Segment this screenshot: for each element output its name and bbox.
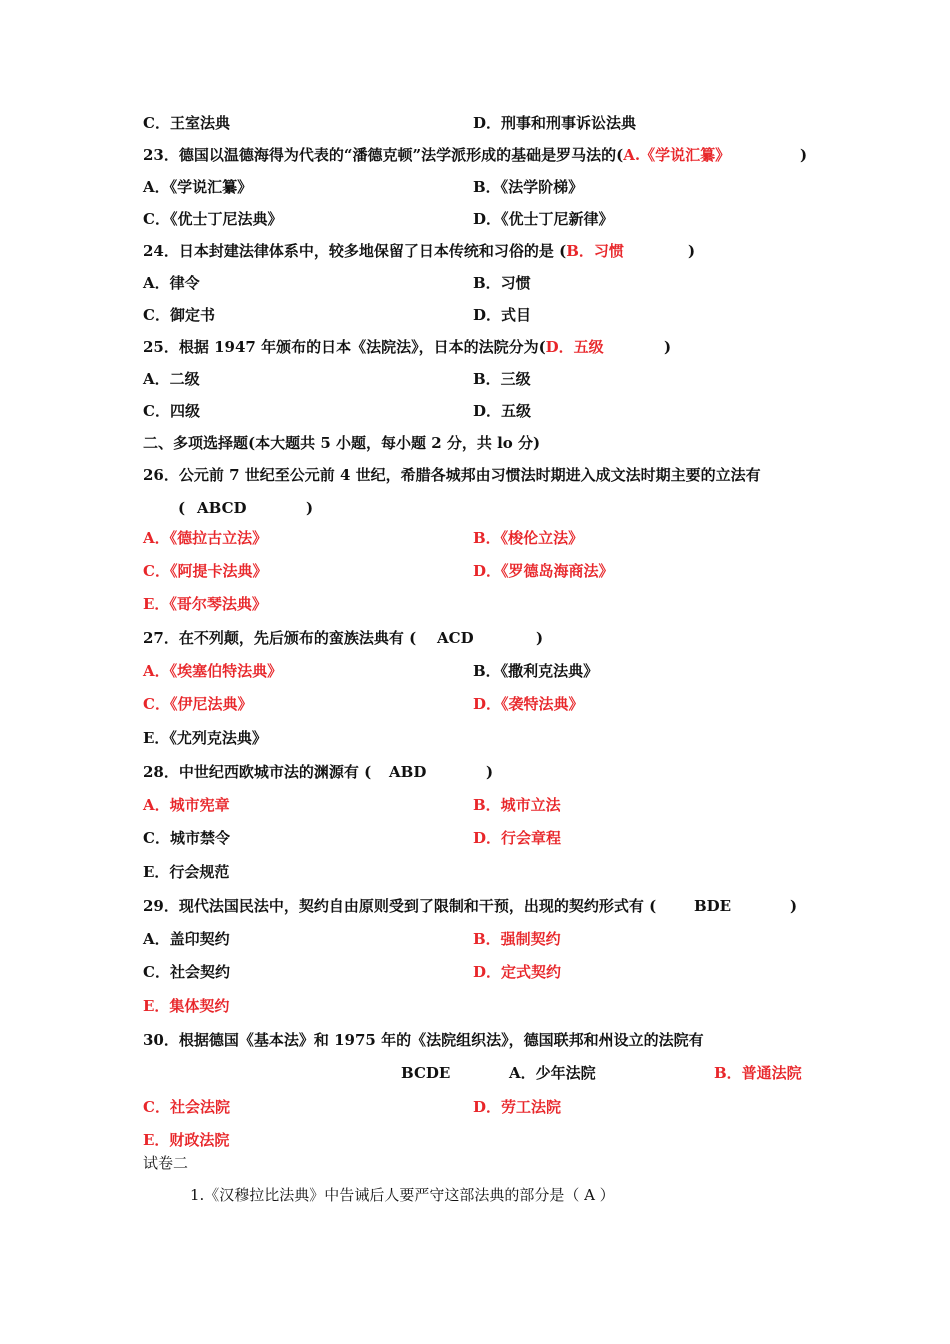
- question-27-close: ): [536, 629, 544, 647]
- question-30-option-d: D．劳工法院: [473, 1098, 562, 1116]
- question-30-option-c: C．社会法院: [143, 1098, 230, 1116]
- question-23-option-a: A．《学说汇纂》: [143, 178, 253, 196]
- option-d: D．刑事和刑事诉讼法典: [473, 114, 637, 132]
- question-23-option-c: C．《优士丁尼法典》: [143, 210, 283, 228]
- question-25: [143, 337, 604, 357]
- question-27-option-a: A．《埃塞伯特法典》: [143, 662, 283, 680]
- question-25-option-b: B．三级: [473, 370, 531, 388]
- question-23: [143, 145, 730, 165]
- question-24-answer: B．习惯: [566, 242, 624, 260]
- paper-two-question-1: 1.《汉穆拉比法典》中告诫后人要严守这部法典的部分是（ A ）: [190, 1186, 615, 1204]
- question-24-option-a: A．律令: [143, 274, 200, 292]
- question-29-option-d: D．定式契约: [473, 963, 562, 981]
- question-29-option-a: A．盖印契约: [143, 930, 230, 948]
- question-24-option-b: B．习惯: [473, 274, 531, 292]
- question-28-option-b: B．城市立法: [473, 796, 561, 814]
- question-26-answer: ABCD: [197, 499, 247, 517]
- question-28-option-a: A．城市宪章: [143, 796, 230, 814]
- question-25-option-a: A．二级: [143, 370, 200, 388]
- question-28-answer: ABD: [389, 763, 427, 781]
- question-23-option-d: D．《优士丁尼新律》: [473, 210, 614, 228]
- question-26-option-c: C．《阿提卡法典》: [143, 562, 268, 580]
- question-25-option-d: D．五级: [473, 402, 532, 420]
- question-25-option-c: C．四级: [143, 402, 200, 420]
- question-30-option-a: A．少年法院: [509, 1064, 596, 1082]
- question-29-option-c: C．社会契约: [143, 963, 230, 981]
- question-29-option-b: B．强制契约: [473, 930, 561, 948]
- question-28-option-e: E．行会规范: [143, 863, 230, 881]
- question-29-answer: BDE: [694, 897, 732, 915]
- section-heading: 二、多项选择题(本大题共 5 小题，每小题 2 分，共 lo 分): [143, 434, 541, 452]
- question-30-option-e: E．财政法院: [143, 1131, 230, 1149]
- question-30-option-b: B．普通法院: [714, 1064, 802, 1082]
- question-24-option-d: D．式目: [473, 306, 532, 324]
- question-24-text: 24．日本封建法律体系中，较多地保留了日本传统和习俗的是 (: [143, 242, 567, 260]
- question-26-option-d: D．《罗德岛海商法》: [473, 562, 614, 580]
- question-25-text: 25．根据 1947 年颁布的日本《法院法》，日本的法院分为(: [143, 338, 546, 356]
- question-26-option-a: A．《德拉古立法》: [143, 529, 268, 547]
- question-29-option-e: E．集体契约: [143, 997, 230, 1015]
- question-27-option-d: D．《袭特法典》: [473, 695, 584, 713]
- question-25-close: ): [664, 338, 672, 356]
- question-25-answer: D．五级: [545, 338, 604, 356]
- question-27: 27．在不列颠，先后颁布的蛮族法典有 (: [143, 629, 417, 647]
- question-29-close: ): [790, 897, 798, 915]
- question-28-close: ): [486, 763, 494, 781]
- question-23-option-b: B．《法学阶梯》: [473, 178, 584, 196]
- question-27-answer: ACD: [437, 629, 474, 647]
- question-26-close: ): [306, 499, 314, 517]
- question-27-option-c: C．《伊尼法典》: [143, 695, 253, 713]
- question-24: [143, 241, 624, 261]
- question-27-option-e: E．《尤列克法典》: [143, 729, 267, 747]
- question-27-option-b: B．《撒利克法典》: [473, 662, 599, 680]
- question-23-answer: A.《学说汇纂》: [623, 146, 731, 164]
- question-28: 28．中世纪西欧城市法的渊源有 (: [143, 763, 372, 781]
- option-c: C．王室法典: [143, 114, 230, 132]
- question-29: 29．现代法国民法中，契约自由原则受到了限制和干预，出现的契约形式有 (: [143, 897, 657, 915]
- question-26-open: (: [178, 499, 186, 517]
- question-26-option-e: E．《哥尔琴法典》: [143, 595, 267, 613]
- paper-two-heading: 试卷二: [143, 1154, 189, 1172]
- question-23-text: 23．德国以温德海得为代表的“潘德克顿”法学派形成的基础是罗马法的(: [143, 146, 624, 164]
- question-26-option-b: B．《梭伦立法》: [473, 529, 584, 547]
- question-24-option-c: C．御定书: [143, 306, 215, 324]
- question-30: 30．根据德国《基本法》和 1975 年的《法院组织法》，德国联邦和州设立的法院有: [143, 1031, 704, 1049]
- question-30-answer: BCDE: [401, 1064, 451, 1082]
- question-28-option-d: D．行会章程: [473, 829, 562, 847]
- question-24-close: ): [688, 242, 696, 260]
- question-23-close: ): [800, 146, 808, 164]
- question-26: 26．公元前 7 世纪至公元前 4 世纪，希腊各城邦由习惯法时期进入成文法时期主要的立法有: [143, 466, 761, 484]
- question-28-option-c: C．城市禁令: [143, 829, 230, 847]
